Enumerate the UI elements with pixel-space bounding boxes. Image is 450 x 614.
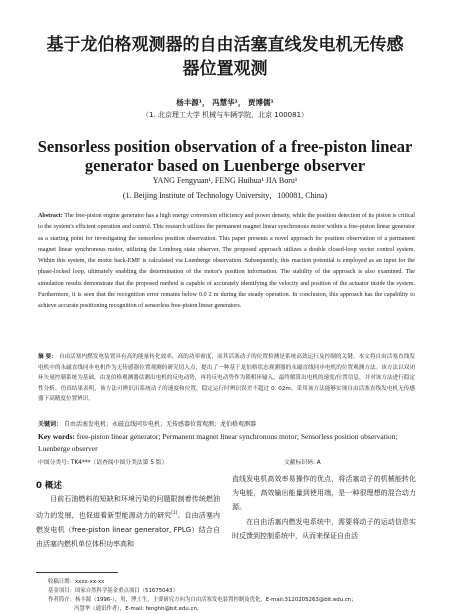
keywords-cn-label: 关键词： bbox=[38, 421, 63, 428]
intro-paragraph-left: 目前石油燃料的短缺和环境污染的问题限制着传统燃油动力的发展，也促进着新型能源动力的研究 bbox=[36, 495, 220, 520]
keywords-en bbox=[38, 431, 415, 454]
abstract-en bbox=[38, 211, 415, 313]
intro-paragraph-left-cont: 。自由活塞内燃发电机（free-piston linear generator, FPLG）结合自由活塞内燃机单位体积功率高和 bbox=[36, 511, 221, 548]
footnote-received: 收稿日期：xxxx-xx-xx bbox=[48, 579, 105, 585]
title-cn-line-2: 器位置观测 bbox=[182, 59, 268, 79]
abstract-cn-text: 自由活塞内燃发电装置具有高的能量转化效率，高的功率密度，而其活塞动子的位置检测是系统高效运行及控制的关键。本文将自由活塞直线发电机中的永磁直线同步电机作为无传感器位置观测的研究切入点，提出了一种基于龙伯格状态观测器的永磁直线同步电机的位置观测方法。该方法以双闭环矢量控制系统为基础，由龙伯格观测器估测出电机的反电动势，再将反电动势作为锁相环输入，最终解算出电机的速度/位置信息，并对该方法进行稳定性分析。仿真结果表明，该方法可辨识出系统动子的速度和位置，稳定运行时辨识误差不超过 0. 02m。采用该方法能够实现自由活塞直线发电机无传感器下高精度位置辨识。 bbox=[38, 354, 415, 402]
abstract-en-label: Abstract: bbox=[38, 213, 63, 219]
authors-cn: 杨丰源¹， 冯慧华¹， 贾博儒¹ bbox=[176, 98, 274, 107]
footnote-fund: 基金项目：国家自然科学基金重点项目（51675043） bbox=[48, 588, 178, 594]
abstract-en-text: The free-piston engine generator has a high energy conversion efficiency and power density, while the position detection of its piston is critical to the system's efficient operation and control. This research utilizes the permanent magnet linear synchronous motor within a free-piston linear generator as a starting point for investigating the sensorless position observation. This paper presents a novel approach for position observation of a permanent magnet linear synchronous motor, utilizing the Lomborg state observer. The proposed approach utilizes a double closed-loop vector control system. Within this system, the motor back-EMF is calculated via Luenberge observation. Subsequently, this reaction potential is employed as an input for the phase-locked loop, ultimately enabling the determination of the motor's position information. The stability of the approach is also examined. The simulation results demonstrate that the proposed method is capable of accurately identifying the velocity and position of the actuator inside the system. Furthermore, it is seen that the recognition error remains below 0.0 2 m during the steady operation. In conclusion, this approach has the capability to achieve accurate positioning recognition of sensorless free-piston linear generators. bbox=[38, 213, 415, 310]
clc-number: 中图分类号: TK4***（请查阅中图分类法第 5 版） bbox=[38, 460, 168, 466]
body-column-left bbox=[36, 492, 220, 551]
footnote-author-2: 冯慧华（通讯作者），E-mail: fenghh@bit.edu.cn。 bbox=[74, 606, 203, 612]
citation-ref: [1] bbox=[171, 510, 178, 516]
abstract-cn-label: 摘 要： bbox=[38, 354, 57, 360]
title-cn-line-1: 基于龙伯格观测器的自由活塞直线发电机无传感 bbox=[46, 35, 404, 55]
body-column-right bbox=[232, 472, 416, 543]
intro-paragraph-right: 直线发电机高效率易操作的优点，将活塞动子的机械能转化为电能，高效输出能量到使用端，是一种很理想的混合动力源。 bbox=[232, 475, 416, 512]
section-heading: 0 概述 bbox=[36, 481, 62, 491]
authors-en: YANG Fengyuan¹, FENG Huihua¹ JIA Boru¹ bbox=[152, 176, 298, 185]
footnote-rule bbox=[36, 572, 118, 573]
intro-paragraph-right-2: 在自由活塞内燃发电系统中，需要将动子的运动信息实时反馈到控制系统中，从而来保证自由活 bbox=[232, 517, 416, 540]
keywords-en-text: free-piston linear generator; Permanent magnet linear synchronous motor; Sensorless position observation; Luenberge observer bbox=[38, 432, 398, 453]
classification-line bbox=[38, 457, 415, 466]
keywords-en-label: Key words: bbox=[38, 432, 75, 441]
keywords-cn bbox=[38, 420, 415, 430]
footnote-author-1: 作者简介：杨丰源（1996-），男，博士生，主要研究方向为自由活塞发电装置控制及优化，E-mail:3120205263@bit.edu.cn； bbox=[48, 597, 357, 603]
affiliation-cn: （1. 北京理工大学 机械与车辆学院，北京 100081） bbox=[141, 111, 309, 119]
affiliation-en: (1. Beijing Institute of Technology University，100081, China) bbox=[122, 191, 328, 200]
document-code: 文献标识码: A bbox=[284, 460, 321, 466]
title-en-line-2: generator based on Luenberge observer bbox=[84, 156, 366, 175]
keywords-cn-text: 自由活塞发电机；永磁直线同步电机；无传感器位置观测；龙伯格观测器 bbox=[63, 421, 256, 428]
title-en-line-1: Sensorless position observation of a free-piston linear bbox=[37, 137, 413, 156]
abstract-cn bbox=[38, 352, 415, 405]
